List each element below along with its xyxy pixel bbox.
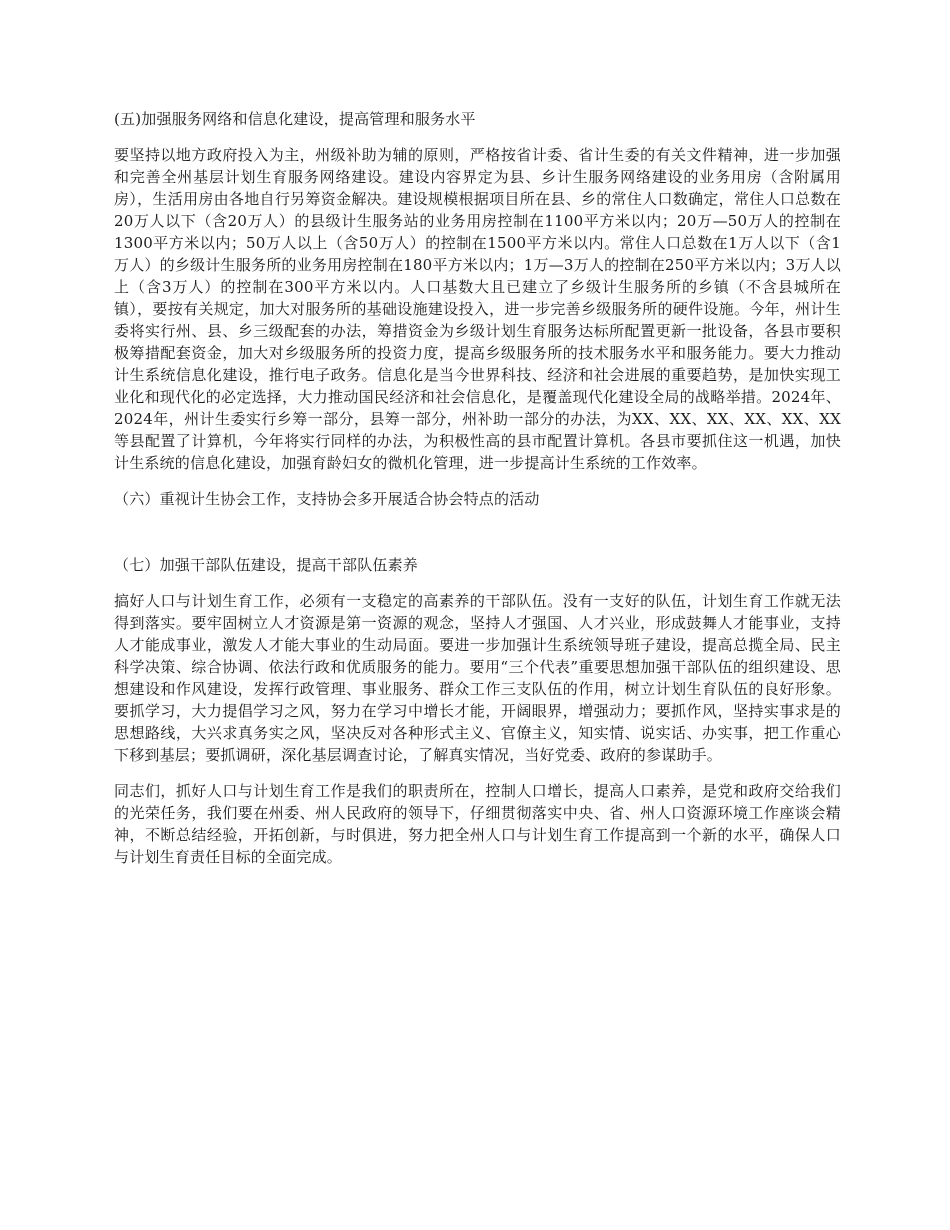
section-7-body: 搞好人口与计划生育工作，必须有一支稳定的高素养的干部队伍。没有一支好的队伍，计划生育工作就无法得到落实。要牢固树立人才资源是第一资源的观念，坚持人才强国、人才兴业，形成鼓舞人才能事业，支持人才能成事业，激发人才能大事业的生动局面。要进一步加强计生系统领导班子建设，提高总揽全局、民主科学决策、综合协调、依法行政和优质服务的能力。要用“三个代表”重要思想加强干部队伍的组织建设、思想建设和作风建设，发挥行政管理、事业服务、群众工作三支队伍的作用，树立计划生育队伍的良好形象。要抓学习，大力提倡学习之风，努力在学习中增长才能，开阔眼界，增强动力；要抓作风，坚持实事求是的思想路线，大兴求真务实之风，坚决反对各种形式主义、官僚主义，知实情、说实话、办实事，把工作重心下移到基层；要抓调研，深化基层调查讨论，了解真实情况，当好党委、政府的参谋助手。 — [114, 592, 841, 764]
section-6-heading: （六）重视计生协会工作，支持协会多开展适合协会特点的活动 — [114, 490, 540, 508]
section-7-heading: （七）加强干部队伍建设，提高干部队伍素养 — [114, 556, 419, 574]
section-5-body: 要坚持以地方政府投入为主，州级补助为辅的原则，严格按省计委、省计生委的有关文件精神，进一步加强和完善全州基层计划生育服务网络建设。建设内容界定为县、乡计生服务网络建设的业务用房（含附属用房），生活用房由各地自行另筹资金解决。建设规模根据项目所在县、乡的常住人口数确定，常住人口总数在20万人以下（含20万人）的县级计生服务站的业务用房控制在1100平方米以内；20万—50万人的控制在1300平方米以内；50万人以上（含50万人）的控制在1500平方米以内。常住人口总数在1万人以下（含1万人）的乡级计生服务所的业务用房控制在180平方米以内；1万—3万人的控制在250平方米以内；3万人以上（含3万人）的控制在300平方米以内。人口基数大且已建立了乡级计生服务所的乡镇（不含县城所在镇），要按有关规定，加大对服务所的基础设施建设投入，进一步完善乡级服务所的硬件设施。今年，州计生委将实行州、县、乡三级配套的办法，筹措资金为乡级计划生育服务达标所配置更新一批设备，各县市要积极筹措配套资金，加大对乡级服务所的投资力度，提高乡级服务所的技术服务水平和服务能力。要大力推动计生系统信息化建设，推行电子政务。信息化是当今世界科技、经济和社会进展的重要趋势，是加快实现工业化和现代化的必定选择，大力推动国民经济和社会信息化，是覆盖现代化建设全局的战略举措。2024年、2024年，州计生委实行乡筹一部分，县筹一部分，州补助一部分的办法，为XX、XX、XX、XX、XX、XX等县配置了计算机，今年将实行同样的办法，为积极性高的县市配置计算机。各县市要抓住这一机遇，加快计生系统的信息化建设，加强育龄妇女的微机化管理，进一步提高计生系统的工作效率。 — [114, 146, 841, 472]
section-spacer — [114, 524, 841, 554]
closing-paragraph: 同志们，抓好人口与计划生育工作是我们的职责所在，控制人口增长，提高人口素养，是党和政府交给我们的光荣任务，我们要在州委、州人民政府的领导下，仔细贯彻落实中央、省、州人口资源环境工作座谈会精神，不断总结经验，开拓创新，与时俱进，努力把全州人口与计划生育工作提高到一个新的水平，确保人口与计划生育责任目标的全面完成。 — [114, 782, 841, 866]
section-5-heading: (五)加强服务网络和信息化建设，提高管理和服务水平 — [114, 110, 476, 128]
document-page — [114, 108, 841, 882]
